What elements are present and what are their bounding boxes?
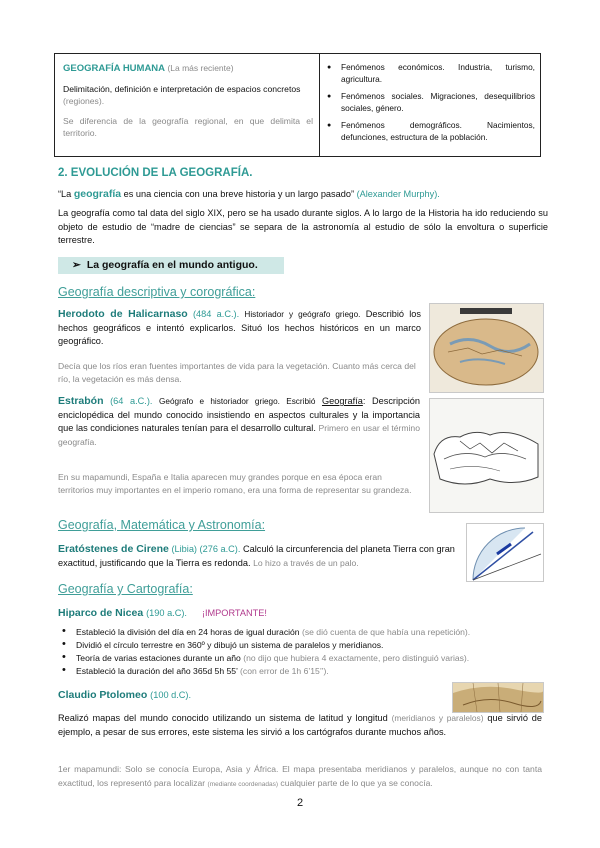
table-divider <box>319 54 320 156</box>
herodoto-paragraph <box>58 308 421 349</box>
arrow-icon: ➢ <box>72 259 81 271</box>
table-definition-note: (regiones). <box>63 96 105 106</box>
hiparco-header <box>58 607 267 619</box>
banner-text: La geografía en el mundo antiguo. <box>86 259 258 271</box>
quote-text: es una ciencia con una breve historia y un largo pasado” <box>123 189 355 199</box>
list-item-text: Teoría de varias estaciones durante un año <box>76 653 241 663</box>
list-item-text: Dividió el círculo terrestre en 360º y dibujó un sistema de paralelos y meridianos. <box>76 640 384 650</box>
ptolomeo-text-a: Realizó mapas del mundo conocido utilizando un sistema de latitud y longitud <box>58 713 388 723</box>
list-item <box>58 652 548 665</box>
ptolomeo-note-b: cualquier parte de lo que ya se conocía. <box>280 777 433 788</box>
estrabon-map-graphic <box>430 399 543 512</box>
ptolomeo-header <box>58 689 191 701</box>
list-item <box>58 665 548 678</box>
eratostenes-place: (Libia) <box>171 544 197 554</box>
eratostenes-name: Eratóstenes de Cirene <box>58 543 169 555</box>
quote-keyword: geografía <box>73 188 122 200</box>
table-bullet-demographic: ● Fenómenos demográficos. Nacimientos, defunciones, estructura de la población. <box>327 120 535 143</box>
eratostenes-diagram <box>466 523 544 582</box>
hiparco-name: Hiparco de Nicea <box>58 607 144 619</box>
herodoto-role: Historiador y geógrafo griego. <box>244 310 361 319</box>
eratostenes-paragraph <box>58 543 458 570</box>
table-title-note: (La más reciente) <box>167 63 234 73</box>
page-number: 2 <box>296 797 304 809</box>
eratostenes-text: Calculó la circunferencia del planeta Tierra con gran exactitud, justificando que la Tierra es redonda. <box>58 544 455 568</box>
ptolomeo-text-note: (meridianos y paralelos) <box>391 713 484 723</box>
herodoto-map-image <box>429 303 544 393</box>
estrabon-name: Estrabón <box>58 395 104 407</box>
list-item-note: (con error de 1h 6’15’’). <box>240 666 329 676</box>
ptolomeo-map-image <box>452 682 544 713</box>
cartography-heading: Geografía y Cartografía: <box>58 582 193 596</box>
summary-table <box>54 53 541 157</box>
ptolomeo-name: Claudio Ptolomeo <box>58 689 148 701</box>
quote-open: “La <box>58 189 72 199</box>
ptolomeo-text-b: que sirvió de ejemplo, a pesar de sus errores, este sistema les sirvió a los cartógrafos durante muchos años. <box>58 713 542 737</box>
herodoto-note: Decía que los ríos eran fuentes importantes de vida para la vegetación. Cuanto más cerca del río, la vegetación es más densa. <box>58 361 416 384</box>
list-item-note: (se dió cuenta de que había una repetición). <box>301 627 471 637</box>
herodoto-text: Describió los hechos geográficos e intentó explicarlos. Situó los hechos históricos en un marco geográfico. <box>58 309 422 347</box>
list-item <box>58 639 548 652</box>
eratostenes-diagram-graphic <box>467 524 543 581</box>
herodoto-name: Herodoto de Halicarnaso <box>58 308 188 320</box>
section-heading: 2. EVOLUCIÓN DE LA GEOGRAFÍA. <box>58 167 253 179</box>
estrabon-paragraph <box>58 395 420 449</box>
hiparco-list <box>58 626 548 678</box>
estrabon-role: Geógrafo e historiador griego. Escribió <box>159 397 316 406</box>
estrabon-work: Geografía <box>321 396 363 406</box>
table-bullet-social: ● Fenómenos sociales. Migraciones, desequilibrios sociales, género. <box>327 91 535 114</box>
hiparco-date: (190 a.C). <box>146 608 187 618</box>
ptolomeo-paragraph <box>58 712 542 739</box>
list-item-text: Estableció la duración del año 365d 5h 55’ <box>76 666 238 676</box>
list-item-text: Estableció la división del día en 24 horas de igual duración <box>76 627 300 637</box>
estrabon-date: (64 a.C.). <box>110 396 153 406</box>
estrabon-map-image <box>429 398 544 513</box>
herodoto-map-graphic <box>430 304 543 392</box>
eratostenes-date: (276 a.C). <box>199 544 241 554</box>
ancient-world-banner <box>58 257 284 274</box>
quote <box>58 188 548 202</box>
ptolomeo-note <box>58 763 542 791</box>
list-item-note: (no dijo que hubiera 4 exactamente, pero distinguió varias). <box>243 653 470 663</box>
list-item <box>58 626 548 639</box>
table-bullet-economic: ● Fenómenos económicos. Industria, turismo, agricultura. <box>327 62 535 85</box>
intro-paragraph: La geografía como tal data del siglo XIX, pero se ha usado durante siglos. A lo largo de la Historia ha ido reduciendo su objeto de estudio de “madre de ciencias” se separa de la astronomía al estudio de sólo la envoltura o superficie terrestre. <box>58 208 548 246</box>
table-left-cell <box>63 62 313 139</box>
table-difference: Se diferencia de la geografía regional, en que delimita el territorio. <box>63 116 313 138</box>
table-definition: Delimitación, definición e interpretación de espacios concretos <box>63 84 301 94</box>
table-right-cell <box>327 62 535 149</box>
ptolomeo-note-a: 1er mapamundi: Solo se conocía Europa, Asia y África. El mapa presentaba meridianos y paralelos, aunque no con tanta exactitud, los representó para localizar <box>58 764 542 788</box>
descriptive-heading: Geografía descriptiva y corográfica: <box>58 285 256 299</box>
important-badge: ¡IMPORTANTE! <box>201 608 267 618</box>
ptolomeo-map-graphic <box>453 683 543 712</box>
ptolomeo-date: (100 d.C). <box>150 690 192 700</box>
quote-author: (Alexander Murphy). <box>356 189 440 199</box>
table-title: GEOGRAFÍA HUMANA <box>63 63 166 74</box>
eratostenes-note: Lo hizo a través de un palo. <box>253 557 359 568</box>
mathematical-heading: Geografía, Matemática y Astronomía: <box>58 518 266 532</box>
ptolomeo-note-small: (mediante coordenadas) <box>207 780 278 788</box>
herodoto-date: (484 a.C.). <box>193 309 240 319</box>
estrabon-text: : Descripción enciclopédica del mundo conocido insistiendo en aspectos culturales y la importancia que las condiciones naturales tenían para el desarrollo cultural. <box>58 396 420 434</box>
estrabon-map-note: En su mapamundi, España e Italia aparecen muy grandes porque en esa época eran territorios muy importantes en el imperio romano, era una forma de representar su grandeza. <box>58 472 412 495</box>
estrabon-note: Primero en usar el término geografía. <box>58 423 420 447</box>
